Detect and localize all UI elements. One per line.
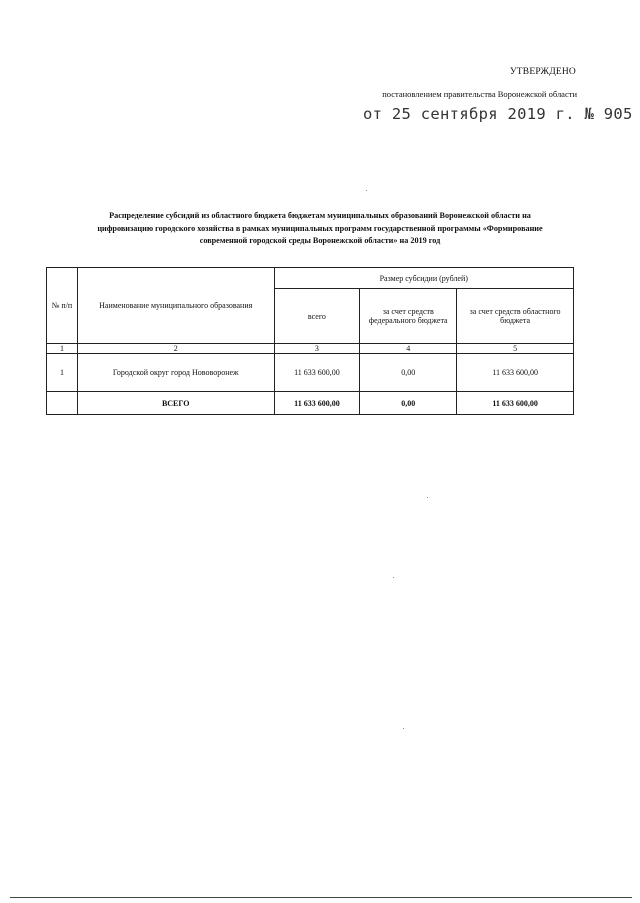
decree-date-number: от 25 сентября 2019 г. № 905 bbox=[363, 105, 633, 123]
scan-speck bbox=[427, 497, 428, 498]
col-number: 1 bbox=[47, 344, 78, 354]
row-municipality: Городской округ город Нововоронеж bbox=[77, 354, 274, 392]
document-title bbox=[60, 210, 580, 248]
header-regional: за счет средств областного бюджета bbox=[457, 289, 574, 344]
row-num: 1 bbox=[47, 354, 78, 392]
subsidy-table bbox=[46, 267, 574, 415]
totals-row bbox=[47, 392, 574, 415]
totals-regional: 11 633 600,00 bbox=[457, 392, 574, 415]
header-federal: за счет средств федерального бюджета bbox=[360, 289, 457, 344]
totals-num bbox=[47, 392, 78, 415]
col-number: 3 bbox=[274, 344, 360, 354]
title-line-3: современной городской среды Воронежской области» на 2019 год bbox=[199, 236, 441, 245]
totals-federal: 0,00 bbox=[360, 392, 457, 415]
scan-speck bbox=[403, 728, 404, 729]
decree-reference: постановлением правительства Воронежской области bbox=[382, 89, 577, 99]
approved-label: УТВЕРЖДЕНО bbox=[509, 67, 576, 77]
totals-label: ВСЕГО bbox=[77, 392, 274, 415]
header-total: всего bbox=[274, 289, 360, 344]
header-subsidy-size: Размер субсидии (рублей) bbox=[274, 268, 573, 289]
scan-speck bbox=[366, 190, 367, 191]
table-row bbox=[47, 354, 574, 392]
header-name: Наименование муниципального образования bbox=[77, 268, 274, 344]
title-line-2: цифровизацию городского хозяйства в рамках муниципальных программ государственной программы «Формирование bbox=[97, 223, 543, 233]
header-num: № п/п bbox=[47, 268, 78, 344]
row-regional: 11 633 600,00 bbox=[457, 354, 574, 392]
totals-total: 11 633 600,00 bbox=[274, 392, 360, 415]
col-number: 4 bbox=[360, 344, 457, 354]
row-total: 11 633 600,00 bbox=[274, 354, 360, 392]
scan-speck bbox=[393, 577, 394, 578]
title-line-1: Распределение субсидий из областного бюджета бюджетам муниципальных образований Воронежской области на bbox=[109, 211, 531, 220]
col-number: 2 bbox=[77, 344, 274, 354]
col-number: 5 bbox=[457, 344, 574, 354]
row-federal: 0,00 bbox=[360, 354, 457, 392]
scan-edge-line bbox=[10, 897, 632, 898]
